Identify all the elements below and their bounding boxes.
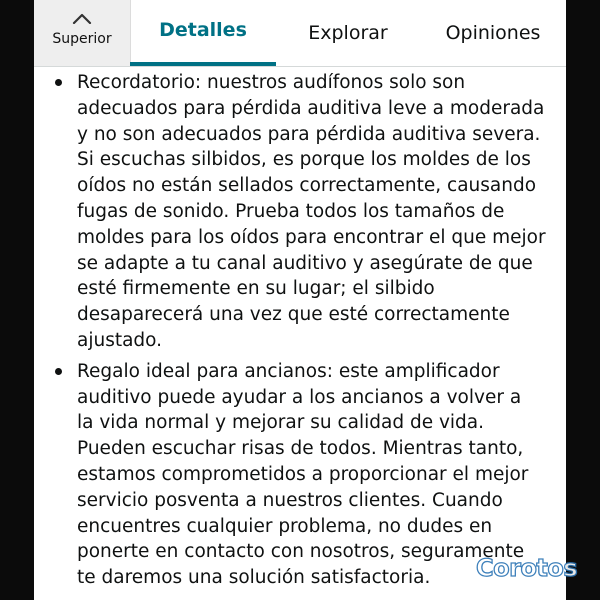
tab-opiniones[interactable] <box>432 0 554 66</box>
back-to-top-button[interactable] <box>34 0 131 66</box>
bullet-text-gift: Regalo ideal para ancianos: este amplificador auditivo puede ayudar a los ancianos a volver a la vida normal y mejorar su calidad de vida. Pueden escuchar risas de todos. Mientras tanto, estamos comprometidos a proporcionar el mejor servicio posventa a nuestros clientes. Cuando encuentres cualquier problema, no dudes en ponerte en contacto con nosotros, seguramente te daremos una solución satisfactoria. <box>77 360 529 589</box>
tab-explorar-label: Explorar <box>308 22 388 44</box>
tab-explorar[interactable] <box>296 0 400 66</box>
tab-opiniones-label: Opiniones <box>445 22 541 44</box>
product-details-panel <box>34 0 566 600</box>
tab-detalles[interactable] <box>130 0 276 66</box>
bullet-dot-icon <box>55 368 62 375</box>
tab-bar <box>34 0 566 67</box>
screen-edge-right <box>566 0 600 600</box>
screen-edge-left <box>0 0 34 600</box>
tab-detalles-label: Detalles <box>159 19 247 41</box>
feature-bullets <box>34 70 566 596</box>
back-to-top-label: Superior <box>52 31 112 47</box>
bullet-item <box>34 359 532 591</box>
bullet-item <box>34 70 547 354</box>
corotos-watermark: Corotos <box>476 554 578 582</box>
active-tab-indicator <box>130 62 276 66</box>
chevron-up-icon <box>72 12 92 24</box>
bullet-text-reminder: Recordatorio: nuestros audífonos solo son adecuados para pérdida auditiva leve a moderada y no son adecuados para pérdida auditiva severa. Si escuchas silbidos, es porque los moldes de los oídos no están sellados correctamente, causando fugas de sonido. Prueba todos los tamaños de moldes para los oídos para encontrar el que mejor se adapte a tu canal auditivo y asegúrate de que esté firmemente en su lugar; el silbido desaparecerá una vez que esté correctamente ajustado. <box>77 72 546 351</box>
bullet-dot-icon <box>55 79 62 86</box>
